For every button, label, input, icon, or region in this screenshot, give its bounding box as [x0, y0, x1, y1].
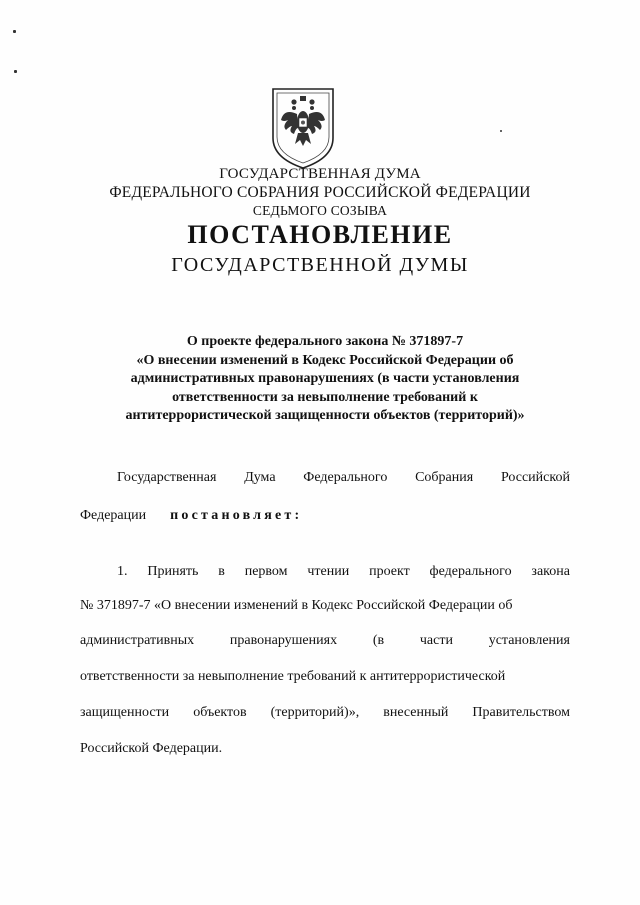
- subject-line: ответственности за невыполнение требований к: [172, 389, 478, 405]
- item1-word: проект: [369, 564, 410, 579]
- scan-speck: [500, 130, 502, 132]
- preamble-word: Государственная: [117, 470, 217, 485]
- item1-word: правонарушениях: [229, 633, 338, 648]
- subject-line: административных правонарушениях (в части установления: [130, 371, 520, 386]
- item1-line-5: [80, 704, 570, 722]
- item1-word: объектов: [193, 705, 247, 720]
- preamble-word: Дума: [244, 470, 276, 485]
- document-subtitle: ГОСУДАРСТВЕННОЙ ДУМЫ: [171, 254, 469, 276]
- item1-word: закона: [531, 564, 570, 579]
- item1-word: Принять: [147, 564, 199, 579]
- item1-word: части: [419, 633, 453, 648]
- scan-speck: [14, 70, 17, 73]
- preamble-word: Федерального: [303, 470, 388, 485]
- header-line-1: ГОСУДАРСТВЕННАЯ ДУМА: [219, 166, 421, 182]
- preamble-word: Собрания: [415, 470, 474, 485]
- document-subject: [80, 333, 570, 426]
- scan-speck: [13, 30, 16, 33]
- item1-word: (территорий)»,: [270, 705, 360, 720]
- item1-word: в: [218, 564, 225, 579]
- item1-line-6: Российской Федерации.: [80, 741, 223, 756]
- item1-line-3: [80, 632, 570, 650]
- header-line-2: ФЕДЕРАЛЬНОГО СОБРАНИЯ РОССИЙСКОЙ ФЕДЕРАЦИИ: [109, 184, 531, 201]
- preamble-word: Российской: [500, 470, 570, 485]
- preamble-verb: постановляет:: [170, 508, 303, 523]
- item1-word: внесенный: [383, 705, 449, 720]
- document-title: ПОСТАНОВЛЕНИЕ: [187, 220, 453, 249]
- subject-line: антитеррористической защищенности объектов (территорий)»: [125, 408, 525, 423]
- item1-word: (в: [372, 633, 385, 648]
- item1-word: первом: [244, 564, 288, 579]
- item1-word: защищенности: [80, 705, 170, 720]
- item1-line-2: № 371897-7 «О внесении изменений в Кодекс Российской Федерации об: [80, 598, 513, 613]
- preamble-line-1: [117, 469, 570, 487]
- header-line-3: СЕДЬМОГО СОЗЫВА: [252, 203, 388, 218]
- item1-word: установления: [488, 633, 570, 648]
- item1-line-1: [117, 563, 570, 581]
- item1-word: чтении: [307, 564, 350, 579]
- item1-word: 1.: [117, 564, 128, 579]
- subject-line: «О внесении изменений в Кодекс Российской Федерации об: [136, 352, 514, 368]
- russian-coat-of-arms-emblem: [270, 86, 336, 170]
- item1-line-4: ответственности за невыполнение требований к антитеррористической: [80, 669, 506, 684]
- subject-line: О проекте федерального закона № 371897-7: [186, 334, 464, 349]
- preamble-line-2: [80, 507, 570, 525]
- item1-word: административных: [80, 633, 195, 648]
- item1-word: федерального: [429, 564, 512, 579]
- item1-word: Правительством: [472, 705, 570, 720]
- preamble-subject: Федерации: [80, 508, 147, 523]
